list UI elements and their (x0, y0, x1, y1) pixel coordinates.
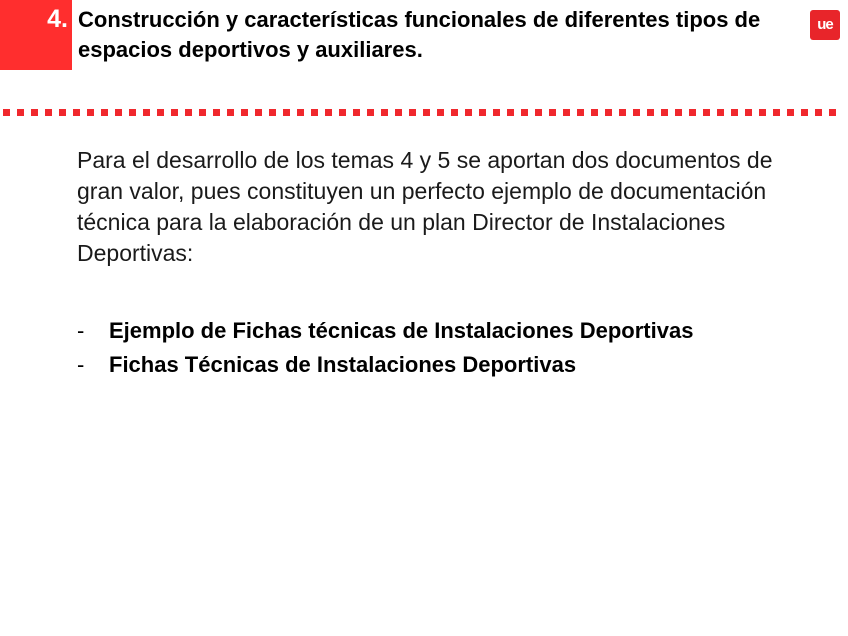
divider-dot (185, 109, 192, 116)
divider-dot (745, 109, 752, 116)
divider-dot (493, 109, 500, 116)
divider-dot (689, 109, 696, 116)
divider-dot (115, 109, 122, 116)
intro-paragraph: Para el desarrollo de los temas 4 y 5 se aportan dos documentos de gran valor, pues constituyen un perfecto ejemplo de documentación técnica para la elaboración de un plan Director de Instalaciones Deportivas: (77, 147, 773, 266)
divider-dot (521, 109, 528, 116)
divider-dot (549, 109, 556, 116)
divider-dot (213, 109, 220, 116)
divider-dot (773, 109, 780, 116)
ue-logo: ue (810, 10, 840, 40)
divider-dot (703, 109, 710, 116)
divider-dot (787, 109, 794, 116)
divider-dot (409, 109, 416, 116)
divider-dot (591, 109, 598, 116)
divider-dot (759, 109, 766, 116)
divider-dot (199, 109, 206, 116)
divider-dot (129, 109, 136, 116)
divider-dot (367, 109, 374, 116)
divider-dot (3, 109, 10, 116)
divider-dot (227, 109, 234, 116)
document-list (77, 314, 817, 382)
divider-dot (353, 109, 360, 116)
divider-dot (31, 109, 38, 116)
divider-dot (815, 109, 822, 116)
divider-dot (311, 109, 318, 116)
divider-dot (717, 109, 724, 116)
divider-dot (73, 109, 80, 116)
divider-dot (801, 109, 808, 116)
divider-dot (675, 109, 682, 116)
list-item (77, 314, 817, 348)
divider-dot (829, 109, 836, 116)
divider-dot (507, 109, 514, 116)
section-number-block (0, 0, 72, 70)
divider-dot (59, 109, 66, 116)
document-link-ejemplo-fichas[interactable]: Ejemplo de Fichas técnicas de Instalaciones Deportivas (109, 318, 694, 343)
divider-dot (633, 109, 640, 116)
divider-dot (381, 109, 388, 116)
divider-dot (535, 109, 542, 116)
divider-dot (157, 109, 164, 116)
document-link-fichas-tecnicas[interactable]: Fichas Técnicas de Instalaciones Deportivas (109, 352, 577, 377)
divider-dot (731, 109, 738, 116)
divider-dot (255, 109, 262, 116)
divider-dot (605, 109, 612, 116)
divider-dot (171, 109, 178, 116)
divider-dot (577, 109, 584, 116)
divider-dot (101, 109, 108, 116)
divider-dot (661, 109, 668, 116)
dotted-divider (0, 109, 848, 116)
divider-dot (647, 109, 654, 116)
divider-dot (465, 109, 472, 116)
divider-dot (297, 109, 304, 116)
divider-dot (325, 109, 332, 116)
list-bullet: - (77, 318, 85, 343)
section-number: 4. (47, 5, 68, 33)
divider-dot (619, 109, 626, 116)
divider-dot (395, 109, 402, 116)
divider-dot (339, 109, 346, 116)
list-item (77, 348, 817, 382)
divider-dot (87, 109, 94, 116)
divider-dot (45, 109, 52, 116)
divider-dot (17, 109, 24, 116)
divider-dot (283, 109, 290, 116)
divider-dot (143, 109, 150, 116)
divider-dot (269, 109, 276, 116)
divider-dot (451, 109, 458, 116)
divider-dot (241, 109, 248, 116)
divider-dot (563, 109, 570, 116)
divider-dot (479, 109, 486, 116)
divider-dot (423, 109, 430, 116)
slide-title: Construcción y características funcionales de diferentes tipos de espacios deportivos y auxiliares. (78, 7, 761, 62)
list-bullet: - (77, 352, 85, 377)
divider-dot (437, 109, 444, 116)
